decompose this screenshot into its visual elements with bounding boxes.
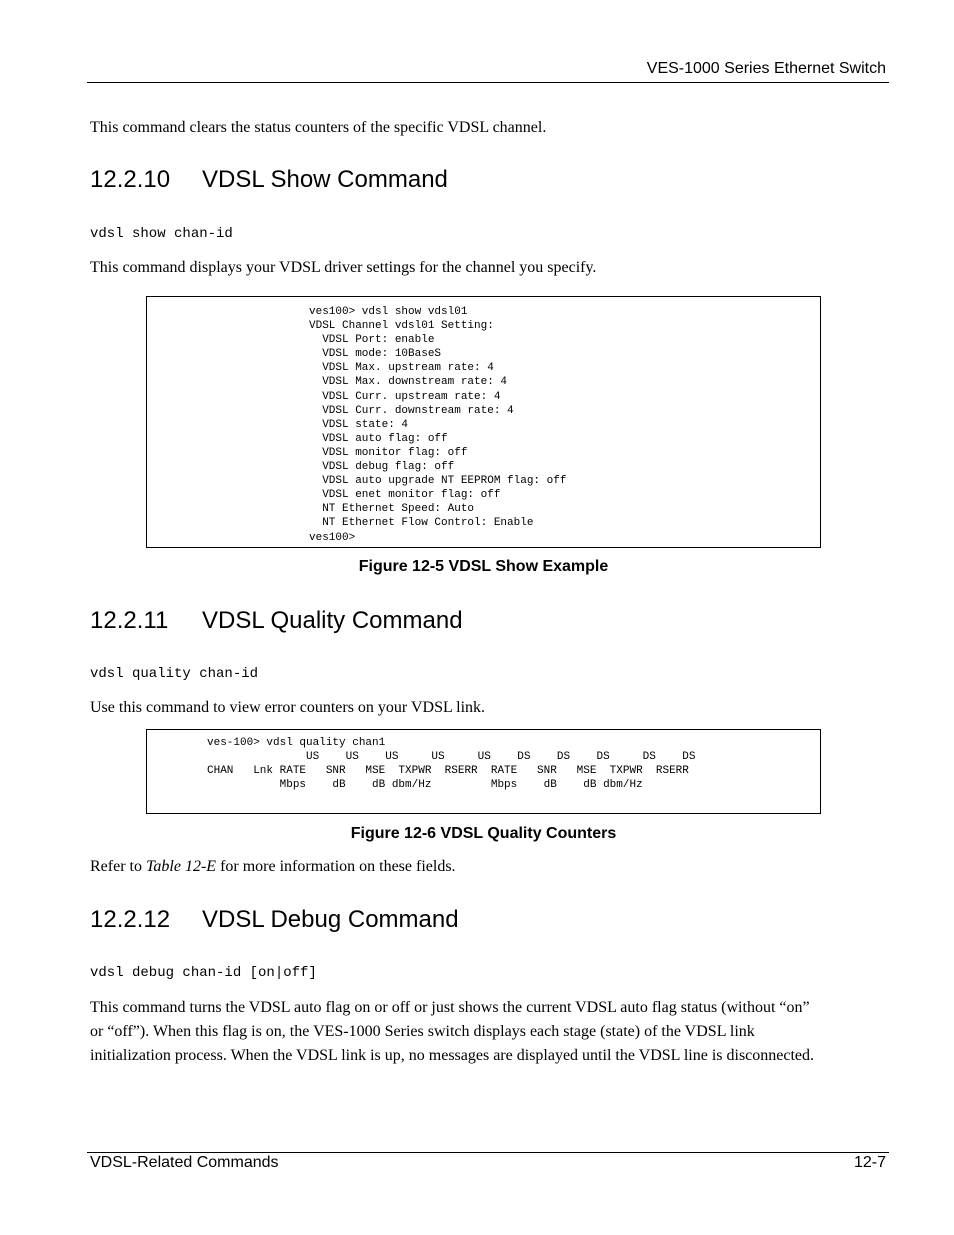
section-number: 12.2.12 [90, 906, 171, 933]
section-title: VDSL Quality Command [202, 607, 463, 634]
command-syntax-quality: vdsl quality chan-id [90, 666, 259, 682]
refer-suffix: for more information on these fields. [216, 858, 456, 875]
table-reference-link[interactable]: Table 12-E [145, 858, 217, 875]
command-syntax-show: vdsl show chan-id [90, 226, 233, 242]
figure-caption-quality: Figure 12-6 VDSL Quality Counters [350, 825, 617, 842]
refer-prefix: Refer to [90, 858, 146, 875]
intro-text: This command clears the status counters of the specific VDSL channel. [90, 119, 547, 136]
refer-text [90, 855, 456, 879]
command-syntax-debug: vdsl debug chan-id [on|off] [90, 965, 317, 981]
footer-chapter: VDSL-Related Commands [90, 1154, 279, 1171]
section-title: VDSL Debug Command [202, 906, 459, 933]
section-heading-debug [90, 906, 459, 934]
footer-page-number: 12-7 [853, 1154, 886, 1171]
terminal-output-quality: ves-100> vdsl quality chan1 US US US US US DS DS DS DS DS CHAN Lnk RATE SNR MSE TXPWR RSERR RATE SNR MSE TXPWR RSERR Mbps dB dB dbm/Hz Mbps dB dB dbm/Hz [207, 737, 696, 792]
header-rule [87, 82, 889, 83]
paragraph-line: This command turns the VDSL auto flag on or off or just shows the current VDSL auto flag status (without “on” [90, 999, 810, 1016]
terminal-output-show: ves100> vdsl show vdsl01 VDSL Channel vdsl01 Setting: VDSL Port: enable VDSL mode: 10BaseS VDSL Max. upstream rate: 4 VDSL Max. downstream rate: 4 VDSL Curr. upstream rate: 4 VDSL Curr. downstream rate: 4 VDSL state: 4 VDSL auto flag: off VDSL monitor flag: off VDSL debug flag: off VDSL auto upgrade NT EEPROM flag: off VDSL enet monitor flag: off NT Ethernet Speed: Auto NT Ethernet Flow Control: Enable ves100> [309, 306, 567, 544]
section-number: 12.2.11 [90, 607, 169, 634]
section-number: 12.2.10 [90, 166, 171, 193]
terminal-box-quality [146, 729, 821, 814]
footer-rule [87, 1152, 889, 1153]
description-quality: Use this command to view error counters on your VDSL link. [90, 699, 486, 716]
section-title: VDSL Show Command [202, 166, 448, 193]
description-debug [90, 996, 880, 1068]
section-heading-quality [90, 607, 463, 635]
paragraph-line: initialization process. When the VDSL link is up, no messages are displayed until the VDSL line is disconnected. [90, 1047, 815, 1064]
running-header: VES-1000 Series Ethernet Switch [646, 60, 886, 77]
terminal-box-show [146, 296, 821, 548]
section-heading-show [90, 166, 448, 194]
description-show: This command displays your VDSL driver settings for the channel you specify. [90, 259, 597, 276]
figure-caption-show: Figure 12-5 VDSL Show Example [358, 558, 609, 575]
paragraph-line: or “off”). When this flag is on, the VES-1000 Series switch displays each stage (state) of the VDSL link [90, 1023, 755, 1040]
